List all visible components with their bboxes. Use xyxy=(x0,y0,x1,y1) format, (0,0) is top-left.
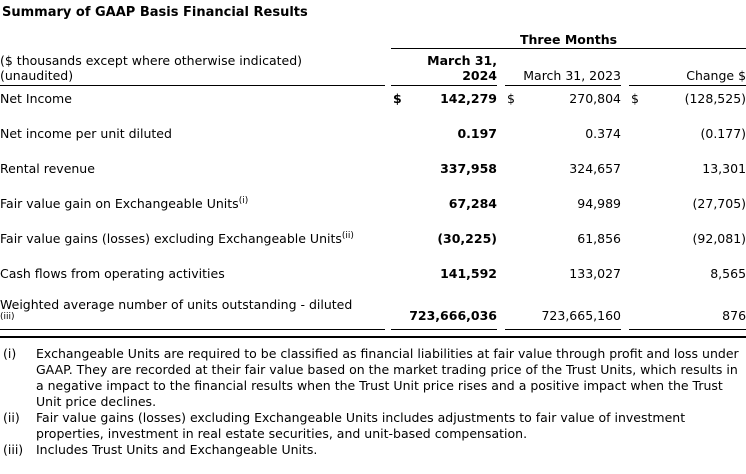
footnote-marker: (iii) xyxy=(3,442,24,457)
col-header-change: Change $ xyxy=(629,49,746,86)
table-row-cash-flows xyxy=(0,246,746,281)
table-row-weighted-avg-units xyxy=(0,281,746,330)
value-2023-cell: $ 270,804 xyxy=(507,91,621,106)
spacer xyxy=(497,106,505,141)
row-label-cell: Fair value gains (losses) excluding Exchangeable Units$^{(ii)}$ xyxy=(0,231,354,246)
row-label-cell: Net Income xyxy=(0,91,72,106)
footnote-item xyxy=(0,410,746,442)
spacer xyxy=(621,49,629,86)
table-row-fv-gains-losses-excl xyxy=(0,211,746,246)
currency-symbol: $ xyxy=(631,91,639,106)
footnote-ref-iii: (iii) xyxy=(0,312,15,322)
spacer xyxy=(621,106,629,141)
table-row-rental-revenue xyxy=(0,141,746,176)
footnotes-section xyxy=(0,346,746,458)
footnote-ref-i: (i) xyxy=(238,196,249,206)
col-header-2023: March 31, 2023 xyxy=(505,49,621,86)
footnote-marker: (i) xyxy=(3,346,17,361)
spacer xyxy=(621,141,629,176)
spacer xyxy=(497,211,505,246)
table-bottom-rule xyxy=(0,336,746,338)
row-label-cell: Weighted average number of units outstanding - diluted (iii) xyxy=(0,281,385,330)
value-2024-cell: 141,592 xyxy=(440,266,497,281)
value-2024-cell: $ 142,279 xyxy=(393,91,497,106)
empty-cell xyxy=(0,20,385,49)
table-row-net-income-per-unit xyxy=(0,106,746,141)
table-row-fv-gain-exchangeable xyxy=(0,176,746,211)
page-title: Summary of GAAP Basis Financial Results xyxy=(2,5,308,20)
change-cell: 876 xyxy=(629,281,746,330)
value-2024-cell: 723,666,036 xyxy=(391,281,497,330)
row-label-cell: Net income per unit diluted xyxy=(0,126,172,141)
left-column-header xyxy=(0,49,385,86)
footnote-ref-ii: (ii) xyxy=(341,231,354,241)
row-label-cell: Cash flows from operating activities xyxy=(0,266,225,281)
value-2023-cell: 94,989 xyxy=(577,196,621,211)
value-2023-cell: 133,027 xyxy=(569,266,621,281)
spacer xyxy=(621,281,629,330)
spacer xyxy=(621,211,629,246)
change-cell: $ (128,525) xyxy=(631,91,746,106)
spacer xyxy=(497,49,505,86)
change-cell: 8,565 xyxy=(710,266,746,281)
column-header-row xyxy=(0,49,746,86)
change-cell: (92,081) xyxy=(692,231,746,246)
footnote-text: Exchangeable Units are required to be classified as financial liabilities at fair value through profit and loss under GAAP. They are recorded at their fair value based on the market trading price of the Trust Units, which results in a negative impact to the financial results when the Trust Unit price rises and a positive impact when the Trust Unit price declines. xyxy=(36,346,739,409)
value-2023-cell: 723,665,160 xyxy=(505,281,621,330)
spacer xyxy=(497,141,505,176)
currency-symbol: $ xyxy=(393,91,402,106)
period-header-cell: Three Months xyxy=(391,20,746,49)
left-header-line2: (unaudited) xyxy=(0,68,74,83)
change-cell: 13,301 xyxy=(702,161,746,176)
footnote-marker: (ii) xyxy=(3,410,20,425)
financial-results-table xyxy=(0,20,746,330)
value-2023-cell: 61,856 xyxy=(577,231,621,246)
footnote-text: Fair value gains (losses) excluding Exchangeable Units includes adjustments to fair value of investment properties, investment in real estate securities, and unit-based compensation. xyxy=(36,410,686,441)
spacer xyxy=(497,86,505,107)
change-cell: (0.177) xyxy=(700,126,746,141)
row-label-cell: Rental revenue xyxy=(0,161,95,176)
value-2024-cell: 67,284 xyxy=(448,196,497,211)
footnote-item xyxy=(0,346,746,410)
value-2023-cell: 0.374 xyxy=(585,126,621,141)
spacer xyxy=(621,176,629,211)
value-2023-cell: 324,657 xyxy=(569,161,621,176)
currency-symbol: $ xyxy=(507,91,515,106)
footnote-text: Includes Trust Units and Exchangeable Units. xyxy=(36,442,318,457)
spacer xyxy=(621,86,629,107)
value-2024-cell: 337,958 xyxy=(440,161,497,176)
value-2024-cell: 0.197 xyxy=(457,126,497,141)
change-cell: (27,705) xyxy=(692,196,746,211)
footnote-item xyxy=(0,442,746,458)
table-row-net-income xyxy=(0,86,746,107)
left-header-line1: ($ thousands except where otherwise indicated) xyxy=(0,53,303,68)
spacer xyxy=(497,246,505,281)
row-label-cell: Fair value gain on Exchangeable Units$^{(i)}$ xyxy=(0,196,249,211)
spacer xyxy=(497,176,505,211)
spacer xyxy=(621,246,629,281)
value-2024-cell: (30,225) xyxy=(437,231,497,246)
col-header-2024: March 31, 2024 xyxy=(391,49,497,86)
period-header-row xyxy=(0,20,746,49)
spacer xyxy=(497,281,505,330)
